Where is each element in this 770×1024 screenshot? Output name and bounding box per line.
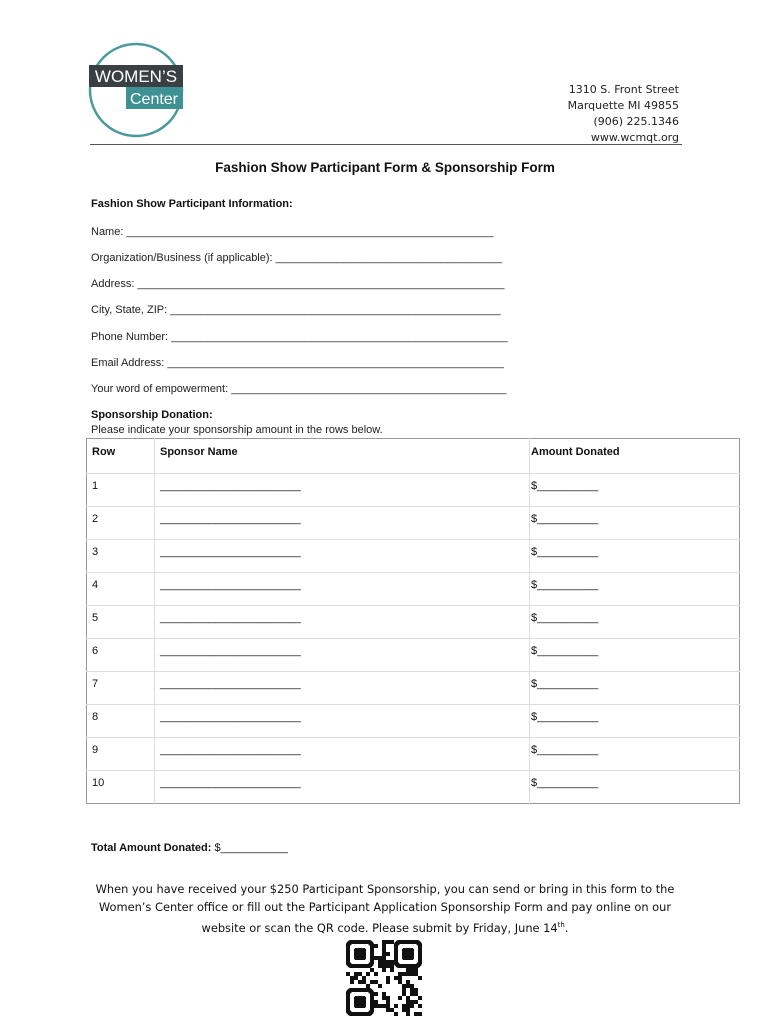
table-row bbox=[87, 705, 740, 738]
amount-blank[interactable]: $__________ bbox=[530, 771, 740, 804]
sponsor-name-blank[interactable]: _______________________ bbox=[155, 606, 530, 639]
amount-blank[interactable]: $__________ bbox=[530, 507, 740, 540]
street-address: 1310 S. Front Street bbox=[568, 83, 679, 96]
row-number: 1 bbox=[87, 474, 155, 507]
field-email[interactable]: Email Address: _______________________________________________________ bbox=[91, 357, 504, 369]
logo-line2: Center bbox=[129, 91, 179, 108]
amount-blank[interactable]: $__________ bbox=[530, 573, 740, 606]
table-row bbox=[87, 606, 740, 639]
womens-center-logo bbox=[86, 42, 186, 138]
table-row bbox=[87, 672, 740, 705]
sponsor-name-blank[interactable]: _______________________ bbox=[155, 672, 530, 705]
table-row bbox=[87, 771, 740, 804]
row-number: 7 bbox=[87, 672, 155, 705]
table-row bbox=[87, 738, 740, 771]
field-phone[interactable]: Phone Number: _______________________________________________________ bbox=[91, 331, 508, 343]
logo-line1: WOMEN’S bbox=[94, 67, 178, 86]
participant-heading: Fashion Show Participant Information: bbox=[91, 198, 293, 210]
sponsorship-heading: Sponsorship Donation: bbox=[91, 409, 213, 421]
row-number: 2 bbox=[87, 507, 155, 540]
row-number: 8 bbox=[87, 705, 155, 738]
table-row bbox=[87, 474, 740, 507]
row-number: 10 bbox=[87, 771, 155, 804]
amount-blank[interactable]: $__________ bbox=[530, 639, 740, 672]
total-blank[interactable]: $___________ bbox=[214, 842, 288, 854]
phone-number: (906) 225.1346 bbox=[593, 115, 679, 128]
sponsor-name-blank[interactable]: _______________________ bbox=[155, 639, 530, 672]
closing-line-2: Women’s Center office or fill out the Participant Application Sponsorship Form and pay online on our bbox=[98, 900, 672, 914]
amount-blank[interactable]: $__________ bbox=[530, 672, 740, 705]
row-number: 5 bbox=[87, 606, 155, 639]
column-header-amount: Amount Donated bbox=[531, 446, 620, 458]
sponsor-name-blank[interactable]: _______________________ bbox=[155, 771, 530, 804]
total-label: Total Amount Donated: bbox=[91, 842, 212, 854]
sponsorship-table bbox=[86, 438, 740, 804]
field-address[interactable]: Address: ____________________________________________________________ bbox=[91, 278, 505, 290]
field-city-state-zip[interactable]: City, State, ZIP: ______________________________________________________ bbox=[91, 304, 501, 316]
website: www.wcmqt.org bbox=[590, 131, 679, 144]
page-title: Fashion Show Participant Form & Sponsorship Form bbox=[215, 160, 555, 175]
table-row bbox=[87, 540, 740, 573]
row-number: 4 bbox=[87, 573, 155, 606]
field-organization[interactable]: Organization/Business (if applicable): _____________________________________ bbox=[91, 252, 503, 264]
total-amount bbox=[91, 842, 288, 854]
header-divider bbox=[90, 144, 682, 145]
table-header-row bbox=[87, 439, 740, 474]
sponsor-name-blank[interactable]: _______________________ bbox=[155, 474, 530, 507]
qr-code-icon[interactable] bbox=[346, 940, 422, 1016]
table-row bbox=[87, 573, 740, 606]
sponsor-name-blank[interactable]: _______________________ bbox=[155, 738, 530, 771]
row-number: 9 bbox=[87, 738, 155, 771]
city-address: Marquette MI 49855 bbox=[567, 99, 679, 112]
closing-instructions bbox=[90, 880, 680, 937]
address-block bbox=[568, 82, 679, 146]
field-name[interactable]: Name: ____________________________________________________________ bbox=[91, 226, 494, 238]
amount-blank[interactable]: $__________ bbox=[530, 705, 740, 738]
table-row bbox=[87, 639, 740, 672]
sponsor-name-blank[interactable]: _______________________ bbox=[155, 573, 530, 606]
amount-blank[interactable]: $__________ bbox=[530, 540, 740, 573]
column-header-sponsor-name: Sponsor Name bbox=[155, 439, 530, 474]
row-number: 6 bbox=[87, 639, 155, 672]
amount-blank[interactable]: $__________ bbox=[530, 474, 740, 507]
table-row bbox=[87, 507, 740, 540]
column-header-row: Row bbox=[87, 439, 155, 474]
sponsor-name-blank[interactable]: _______________________ bbox=[155, 540, 530, 573]
sponsorship-note: Please indicate your sponsorship amount in the rows below. bbox=[91, 424, 383, 436]
amount-blank[interactable]: $__________ bbox=[530, 738, 740, 771]
closing-line-3: website or scan the QR code. Please submit by Friday, June 14th. bbox=[201, 920, 569, 935]
field-empowerment-word[interactable]: Your word of empowerment: _____________________________________________ bbox=[91, 383, 507, 395]
row-number: 3 bbox=[87, 540, 155, 573]
amount-blank[interactable]: $__________ bbox=[530, 606, 740, 639]
sponsor-name-blank[interactable]: _______________________ bbox=[155, 705, 530, 738]
sponsor-name-blank[interactable]: _______________________ bbox=[155, 507, 530, 540]
closing-line-1: When you have received your $250 Participant Sponsorship, you can send or bring in this form to the bbox=[95, 882, 675, 896]
